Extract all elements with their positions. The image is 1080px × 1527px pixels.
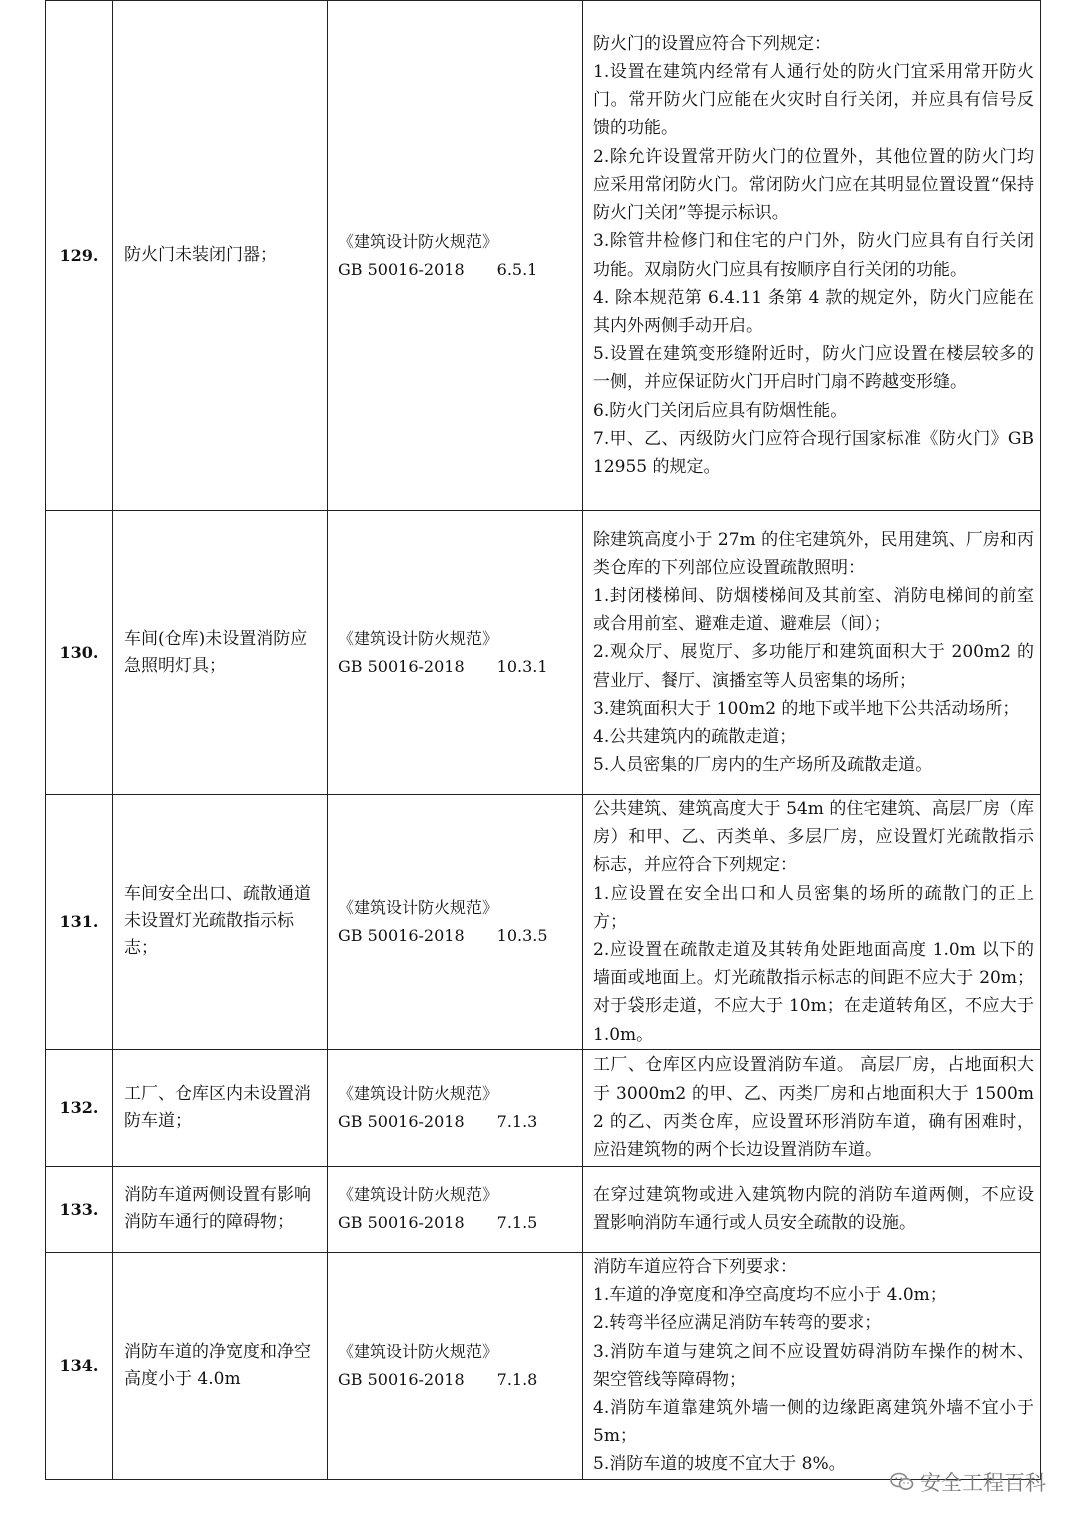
- requirement-line: 6.防火门关闭后应具有防烟性能。: [593, 400, 848, 421]
- row-number: 130.: [46, 511, 113, 795]
- requirement-line: 7.甲、乙、丙级防火门应符合现行国家标准《防火门》GB 12955 的规定。: [593, 428, 1034, 477]
- reference-title: 《建筑设计防火规范》: [338, 628, 499, 648]
- requirement-line: 除建筑高度小于 27m 的住宅建筑外，民用建筑、厂房和丙类仓库的下列部位应设置疏散照明：: [593, 529, 1034, 578]
- requirement-line: 4.消防车道靠建筑外墙一侧的边缘距离建筑外墙不宜小于 5m；: [593, 1398, 1034, 1447]
- requirement-cell: [583, 1, 1041, 511]
- reference-title: 《建筑设计防火规范》: [338, 1083, 499, 1103]
- requirement-line: 工厂、仓库区内应设置消防车道。 高层厂房，占地面积大于 3000m2 的甲、乙、丙类厂房和占地面积大于 1500m 2 的乙、丙类仓库，应设置环形消防车道，确有困难时，应沿建筑物的两个长边设置消防车道。: [593, 1055, 1034, 1161]
- requirement-line: 3.除管井检修门和住宅的户门外，防火门应具有自行关闭功能。双扇防火门应具有按顺序自行关闭的功能。: [593, 231, 1034, 280]
- row-number: 129.: [46, 1, 113, 511]
- watermark-text: 安全工程百科: [920, 1471, 1046, 1495]
- requirement-line: 5.设置在建筑变形缝附近时，防火门应设置在楼层较多的一侧，并应保证防火门开启时门扇不跨越变形缝。: [593, 344, 1034, 393]
- reference-clause: GB 50016-2018 7.1.3: [338, 1111, 538, 1131]
- hazard-item: 消防车道的净宽度和净空高度小于 4.0m: [113, 1252, 328, 1479]
- reference-title: 《建筑设计防火规范》: [338, 1185, 499, 1205]
- requirement-line: 2.应设置在疏散走道及其转角处距地面高度 1.0m 以下的墙面或地面上。灯光疏散指示标志的间距不应大于 20m；对于袋形走道，不应大于 10m；在走道转角区，不应大于 1.0m。: [593, 940, 1034, 1045]
- reference-clause: GB 50016-2018 10.3.5: [338, 925, 548, 945]
- table-row: [46, 1252, 1041, 1479]
- requirement-line: 1.应设置在安全出口和人员密集的场所的疏散门的正上方；: [593, 883, 1034, 932]
- reference-cell: [328, 1049, 583, 1166]
- requirement-line: 1.车道的净宽度和净空高度均不应小于 4.0m；: [593, 1285, 947, 1306]
- wechat-icon: [890, 1472, 914, 1492]
- hazard-item: 防火门未装闭门器；: [113, 1, 328, 511]
- reference-clause: GB 50016-2018 7.1.8: [338, 1369, 538, 1389]
- hazard-item: 车间安全出口、疏散通道未设置灯光疏散指示标志；: [113, 795, 328, 1050]
- reference-clause: GB 50016-2018 7.1.5: [338, 1213, 538, 1233]
- table-row: [46, 795, 1041, 1050]
- requirement-line: 5.人员密集的厂房内的生产场所及疏散走道。: [593, 755, 933, 776]
- reference-cell: [328, 795, 583, 1050]
- requirement-line: 2.除允许设置常开防火门的位置外，其他位置的防火门均应采用常闭防火门。常闭防火门应在其明显位置设置“保持防火门关闭”等提示标识。: [593, 146, 1034, 224]
- row-number: 131.: [46, 795, 113, 1050]
- requirement-cell: [583, 1049, 1041, 1166]
- requirement-line: 4.公共建筑内的疏散走道；: [593, 727, 797, 747]
- requirement-line: 防火门的设置应符合下列规定：: [593, 33, 831, 54]
- reference-title: 《建筑设计防火规范》: [338, 231, 499, 251]
- requirement-line: 3.建筑面积大于 100m2 的地下或半地下公共活动场所；: [593, 698, 1020, 719]
- reference-cell: [328, 511, 583, 795]
- table-row: [46, 511, 1041, 795]
- watermark: [890, 1467, 1046, 1497]
- table-row: [46, 1049, 1041, 1166]
- row-number: 132.: [46, 1049, 113, 1166]
- requirement-cell: [583, 1252, 1041, 1479]
- table-row: [46, 1166, 1041, 1252]
- requirement-cell: [583, 795, 1041, 1050]
- requirement-line: 在穿过建筑物或进入建筑物内院的消防车道两侧，不应设置影响消防车通行或人员安全疏散的设施。: [593, 1185, 1034, 1234]
- reference-cell: [328, 1252, 583, 1479]
- requirement-line: 3.消防车道与建筑之间不应设置妨碍消防车操作的树木、架空管线等障碍物；: [593, 1341, 1034, 1390]
- requirement-line: 公共建筑、建筑高度大于 54m 的住宅建筑、高层厂房（库房）和甲、乙、丙类单、多层厂房，应设置灯光疏散指示标志，并应符合下列规定：: [593, 799, 1034, 876]
- requirement-cell: [583, 1166, 1041, 1252]
- hazard-item: 工厂、仓库区内未设置消防车道；: [113, 1049, 328, 1166]
- requirement-line: 4. 除本规范第 6.4.11 条第 4 款的规定外，防火门应能在其内外两侧手动开启。: [593, 287, 1034, 336]
- requirement-cell: [583, 511, 1041, 795]
- hazard-item: 消防车道两侧设置有影响消防车通行的障碍物；: [113, 1166, 328, 1252]
- table-row: [46, 1, 1041, 511]
- requirement-line: 2.观众厅、展览厅、多功能厅和建筑面积大于 200m2 的营业厅、餐厅、演播室等人员密集的场所；: [593, 642, 1034, 691]
- reference-cell: [328, 1166, 583, 1252]
- hazard-item: 车间(仓库)未设置消防应急照明灯具；: [113, 511, 328, 795]
- regulation-table: [45, 0, 1041, 1480]
- row-number: 133.: [46, 1166, 113, 1252]
- reference-clause: GB 50016-2018 10.3.1: [338, 656, 548, 676]
- reference-title: 《建筑设计防火规范》: [338, 897, 499, 917]
- requirement-line: 消防车道应符合下列要求：: [593, 1257, 797, 1278]
- reference-cell: [328, 1, 583, 511]
- requirement-line: 1.封闭楼梯间、防烟楼梯间及其前室、消防电梯间的前室或合用前室、避难走道、避难层（间）；: [593, 585, 1034, 635]
- requirement-line: 1.设置在建筑内经常有人通行处的防火门宜采用常开防火门。常开防火门应能在火灾时自行关闭，并应具有信号反馈的功能。: [593, 62, 1034, 139]
- requirement-line: 5.消防车道的坡度不宜大于 8%。: [593, 1454, 846, 1475]
- requirement-line: 2.转弯半径应满足消防车转弯的要求；: [593, 1313, 882, 1334]
- reference-title: 《建筑设计防火规范》: [338, 1341, 499, 1361]
- reference-clause: GB 50016-2018 6.5.1: [338, 259, 538, 279]
- row-number: 134.: [46, 1252, 113, 1479]
